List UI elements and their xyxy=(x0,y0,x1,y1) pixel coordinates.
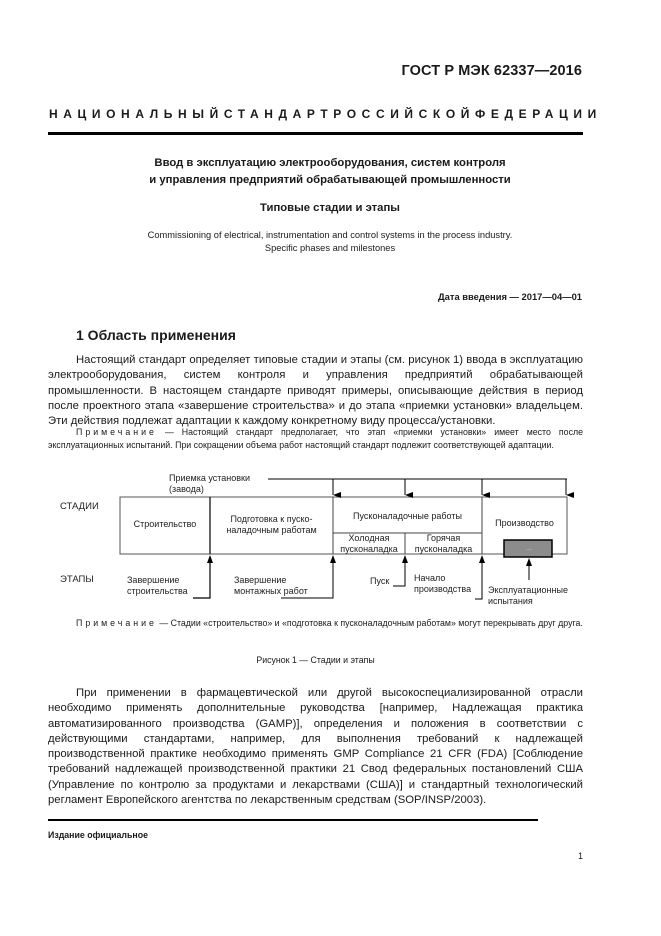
header-rule xyxy=(48,132,583,135)
document-subtitle: Типовые стадии и этапы xyxy=(260,202,400,214)
english-title-line: Specific phases and milestones xyxy=(264,243,396,253)
banner-word: ФЕДЕРАЦИИ xyxy=(475,107,602,121)
milestone-label-line: Начало xyxy=(414,573,446,583)
milestone-production-start xyxy=(414,573,471,595)
note-text: — Настоящий стандарт предполагает, что этап «приемки установки» имеет место после эксплуатационных испытаний. При сокращении объема работ настоящий стандарт подлежит соответствующей адаптации. xyxy=(48,427,583,450)
english-title xyxy=(60,229,600,255)
title-line: Ввод в эксплуатацию электрооборудования, систем контроля xyxy=(154,157,506,169)
note-text: — Стадии «строительство» и «подготовка к пусконаладочным работам» могут перекрывать друг друга. xyxy=(156,618,583,628)
banner-word: НАЦИОНАЛЬНЫЙ xyxy=(49,107,224,121)
note-1 xyxy=(48,426,583,451)
paragraph-text: При применении в фармацевтической или другой высокоспециализированной отрасли необходимо применять дополнительные руководства [например, Надлежащая практика автоматизированного производства (GAMP)], определения и положения в соответствии с действующими стандартами, например, для выполнения требований к надлежащей производственной практике необходимо применять GMP Compliance 21 CFR (FDA) [Соблюдение требований надлежащей производственной практики 21 Свод федеральных постановлений США (Управление по контролю за продуктами и лекарствами (США)] и стандартный технологический регламент Европейского агентства по лекарственным средствам (SOP/INSP/2003). xyxy=(48,687,583,807)
milestone-label-line: Завершение xyxy=(234,575,287,585)
substage-cold-commissioning xyxy=(333,533,405,555)
milestone-label-line: Эксплуатационные xyxy=(488,585,568,595)
acceptance-label-line: Приемка установки xyxy=(169,473,250,483)
stage-commissioning: Пусконаладочные работы xyxy=(353,511,462,521)
banner-word: СТАНДАРТ xyxy=(223,107,334,121)
milestone-installation-complete xyxy=(234,575,308,597)
section-heading: 1 Область применения xyxy=(76,327,236,343)
page-number: 1 xyxy=(578,851,584,861)
stage-label-line: Подготовка к пуско- xyxy=(230,514,313,524)
note-label: Примечание xyxy=(76,427,157,437)
substage-label-line: пусконаладка xyxy=(340,544,398,554)
milestone-label-line: испытания xyxy=(488,596,533,606)
milestone-construction-complete xyxy=(127,575,188,597)
stages-milestones-diagram xyxy=(0,465,661,615)
milestones-row-label: ЭТАПЫ xyxy=(60,574,94,585)
milestone-label-line: монтажных работ xyxy=(234,586,308,596)
substage-label-line: Горячая xyxy=(426,533,461,543)
milestone-performance-tests xyxy=(488,585,568,607)
figure-caption: Рисунок 1 — Стадии и этапы xyxy=(256,655,375,665)
paragraph-pharma xyxy=(48,686,583,808)
stages-row-label: СТАДИИ xyxy=(60,501,99,512)
acceptance-label-line: (завода) xyxy=(169,484,204,494)
national-standard-banner xyxy=(49,107,602,121)
paragraph-scope xyxy=(48,353,583,429)
english-title-line: Commissioning of electrical, instrumentation and control systems in the process industry. xyxy=(147,230,513,240)
stage-precommissioning xyxy=(210,514,333,536)
document-title xyxy=(60,155,600,189)
stage-label-line: наладочным работам xyxy=(226,525,317,535)
title-line: и управления предприятий обрабатывающей промышленности xyxy=(149,174,511,186)
milestone-startup: Пуск xyxy=(370,576,390,586)
acceptance-label xyxy=(169,473,250,495)
note-label: Примечание xyxy=(76,618,157,628)
footer-rule xyxy=(48,819,538,821)
banner-word: РОССИЙСКОЙ xyxy=(333,107,476,121)
substage-label-line: пусконаладка xyxy=(414,544,473,554)
paragraph-text: Настоящий стандарт определяет типовые стадии и этапы (см. рисунок 1) ввода в эксплуатацию электрооборудования, систем контроля и управления предприятий обрабатывающей промышленности. В настоящем стандарте приводят примеры, описывающие действия в период после проектного этапа «завершение строительства» и до этапа «приемки установки» владельцем. Эти действия подлежат адаптации к каждому конкретному виду процесса/установки. xyxy=(48,354,583,428)
milestone-label-line: Завершение xyxy=(127,575,180,585)
stage-construction: Строительство xyxy=(133,519,197,529)
substage-hot-commissioning xyxy=(405,533,482,555)
performance-test-box-text: ... xyxy=(526,545,532,552)
introduction-date: Дата введения — 2017—04—01 xyxy=(437,291,582,302)
stage-production: Производство xyxy=(495,518,554,528)
note-2 xyxy=(48,617,583,630)
official-edition-label: Издание официальное xyxy=(48,830,148,840)
milestone-label-line: производства xyxy=(414,584,472,594)
document-code: ГОСТ Р МЭК 62337—2016 xyxy=(401,63,582,79)
substage-label-line: Холодная xyxy=(348,533,390,543)
milestone-label-line: строительства xyxy=(127,586,188,596)
